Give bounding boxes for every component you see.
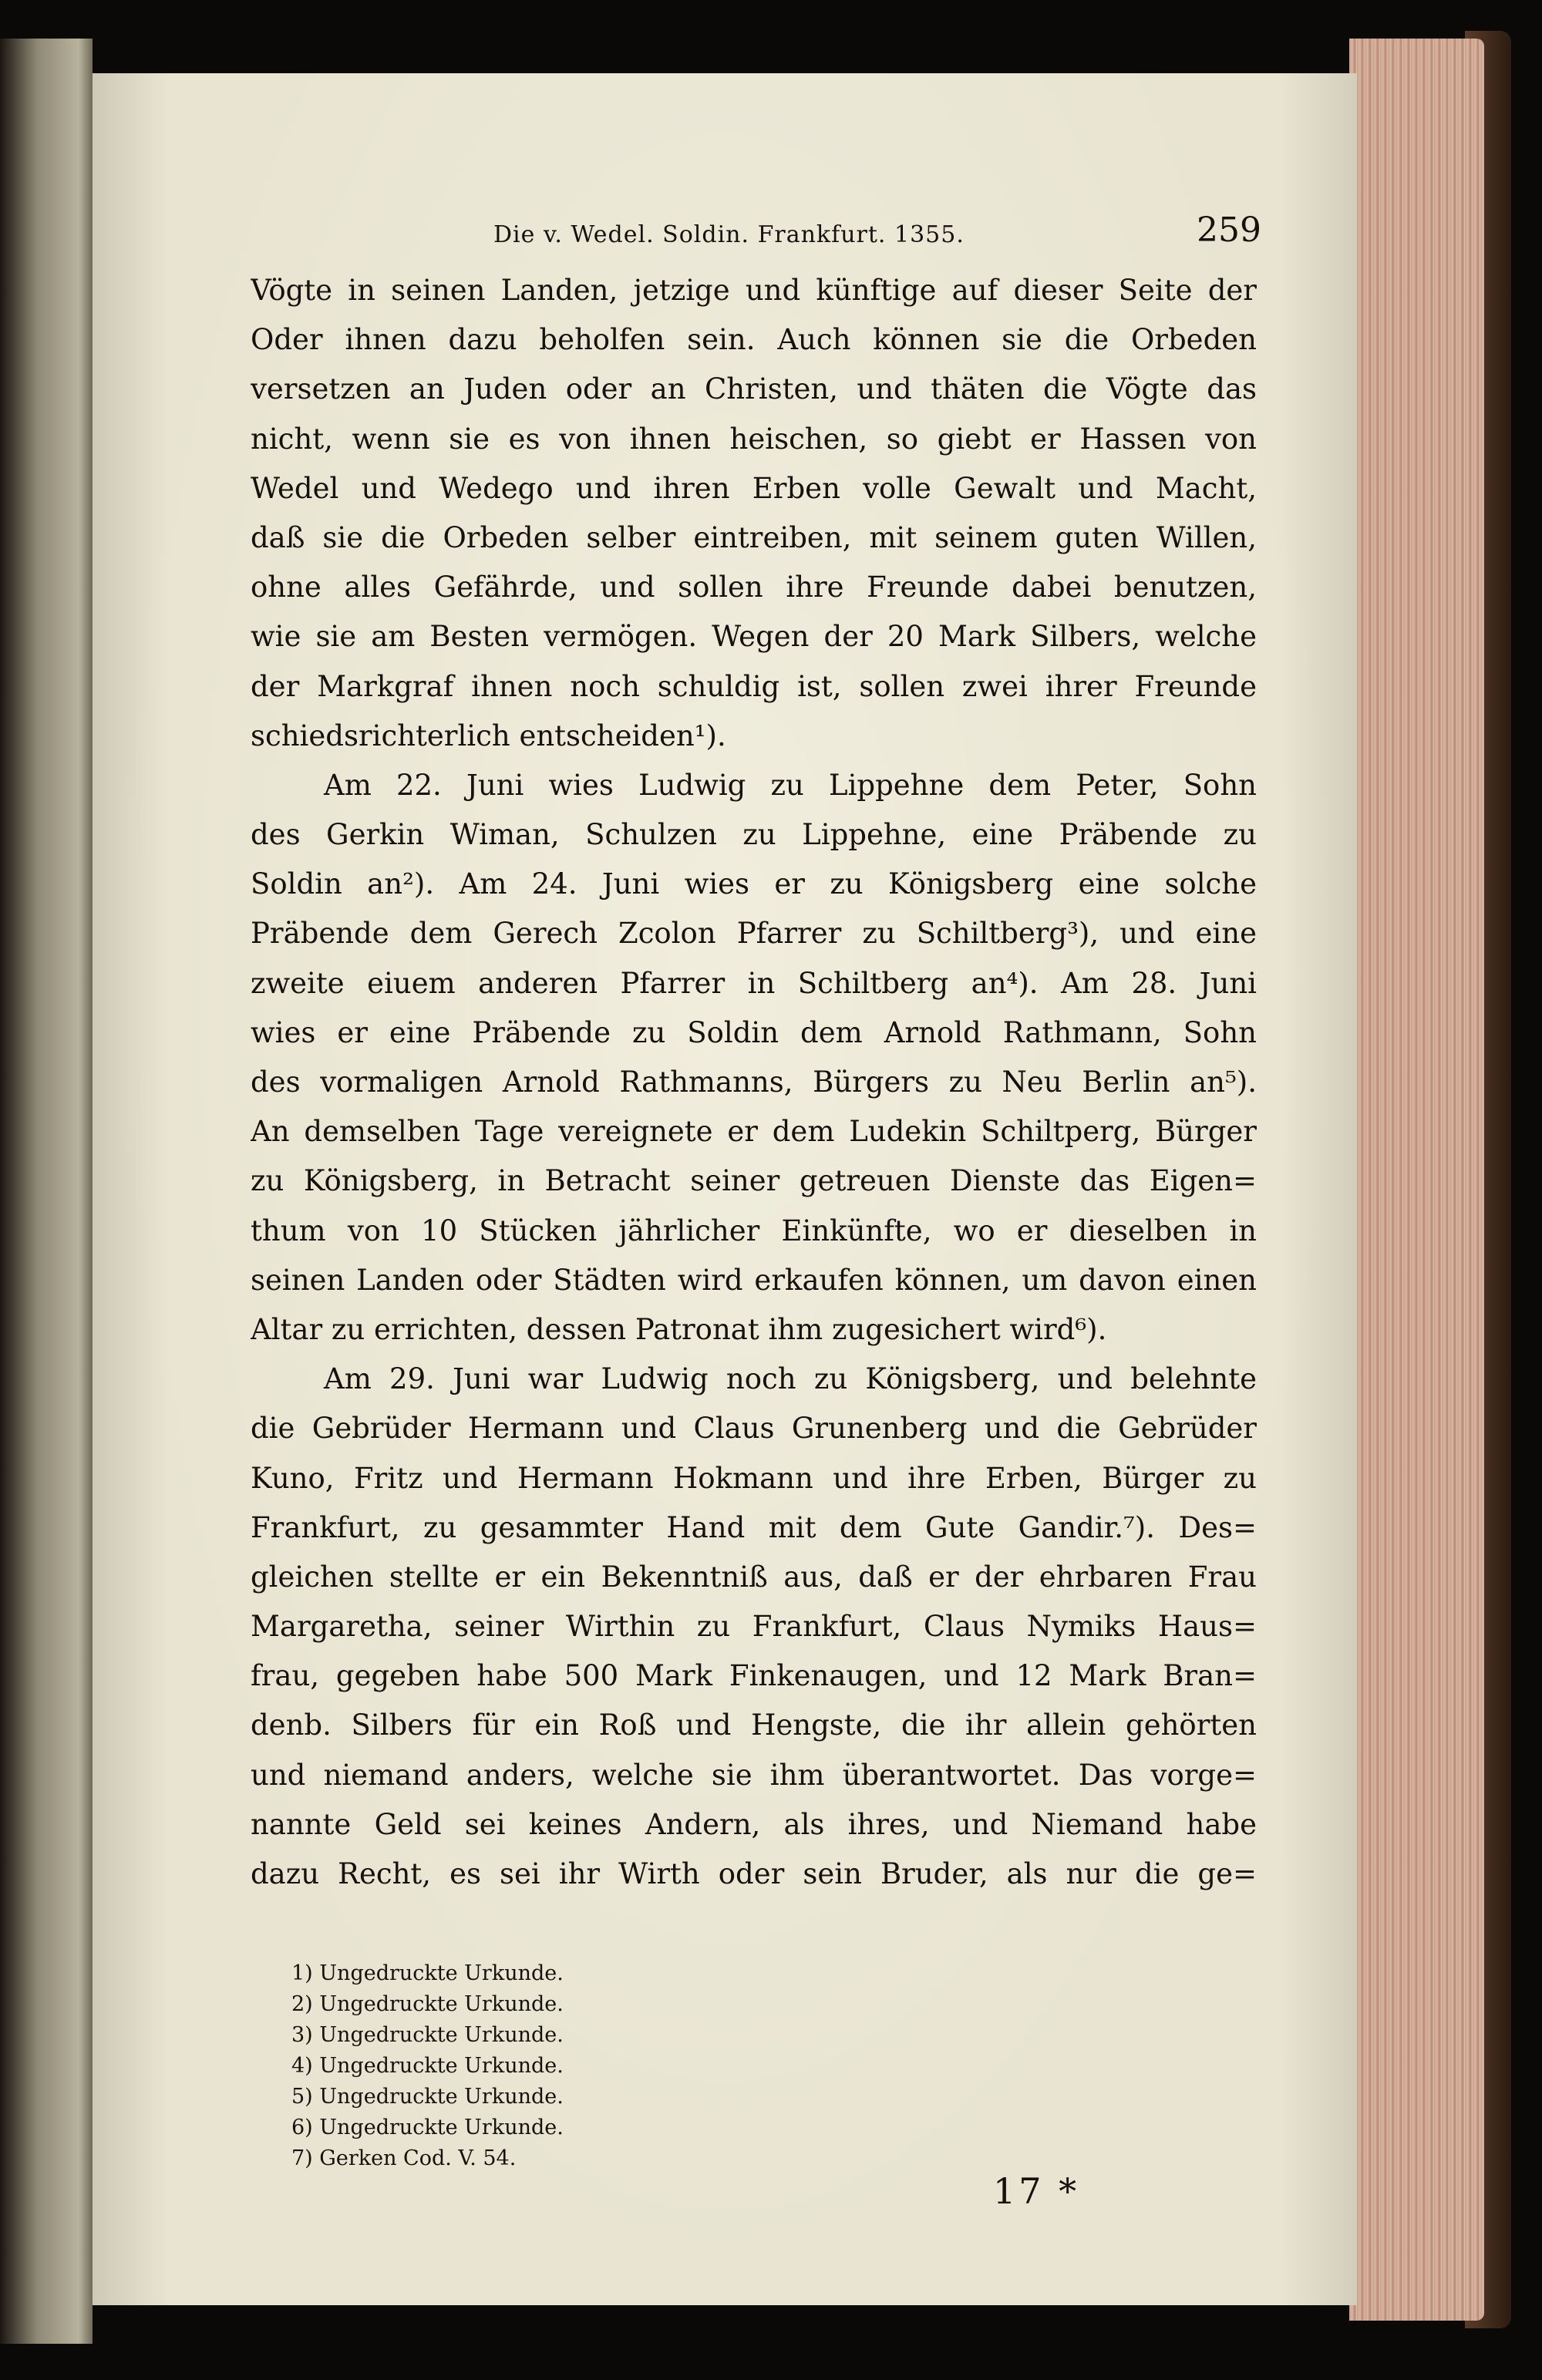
- text-line: ohne alles Gefährde, und sollen ihre Freunde dabei benutzen,: [251, 571, 1257, 604]
- text-line: An demselben Tage vereignete er dem Ludekin Schiltperg, Bürger: [251, 1115, 1257, 1149]
- text-line: Margaretha, seiner Wirthin zu Frankfurt, Claus Nymiks Haus=: [251, 1610, 1257, 1644]
- text-line: der Markgraf ihnen noch schuldig ist, sollen zwei ihrer Freunde: [251, 669, 1257, 703]
- text-line: daß sie die Orbeden selber eintreiben, mit seinem guten Willen,: [251, 520, 1257, 554]
- text-line: Wedel und Wedego und ihren Erben volle Gewalt und Macht,: [251, 471, 1257, 505]
- footnote: 4) Ungedruckte Urkunde.: [291, 2054, 564, 2078]
- text-line: schiedsrichterlich entscheiden¹).: [251, 719, 726, 752]
- text-line: des vormaligen Arnold Rathmanns, Bürgers zu Neu Berlin an⁵).: [251, 1065, 1257, 1099]
- text-line: denb. Silbers für ein Roß und Hengste, die ihr allein gehörten: [251, 1708, 1257, 1742]
- page-block-edge: [1349, 39, 1484, 2321]
- book-page: [93, 73, 1357, 2305]
- footnote: 6) Ungedruckte Urkunde.: [291, 2116, 564, 2139]
- body-text: [251, 266, 1257, 1899]
- text-line: Oder ihnen dazu beholfen sein. Auch können sie die Orbeden: [251, 323, 1257, 357]
- text-line: Kuno, Fritz und Hermann Hokmann und ihre Erben, Bürger zu: [251, 1461, 1257, 1495]
- running-head: Die v. Wedel. Soldin. Frankfurt. 1355.: [493, 221, 965, 248]
- page-number: 259: [1197, 210, 1261, 250]
- text-line: frau, gegeben habe 500 Mark Finkenaugen, und 12 Mark Bran=: [251, 1659, 1257, 1693]
- text-line: nannte Geld sei keines Andern, als ihres, und Niemand habe: [251, 1807, 1257, 1841]
- text-line: Frankfurt, zu gesammter Hand mit dem Gute Gandir.⁷). Des=: [251, 1510, 1257, 1544]
- text-line: gleichen stellte er ein Bekenntniß aus, daß er der ehrbaren Frau: [251, 1560, 1257, 1594]
- printer-signature-mark: 17 *: [993, 2170, 1080, 2212]
- text-line: wies er eine Präbende zu Soldin dem Arnold Rathmann, Sohn: [251, 1015, 1257, 1049]
- text-line: Soldin an²). Am 24. Juni wies er zu Königsberg eine solche: [251, 867, 1257, 901]
- text-line: des Gerkin Wiman, Schulzen zu Lippehne, eine Präbende zu: [251, 818, 1257, 852]
- text-line: versetzen an Juden oder an Christen, und thäten die Vögte das: [251, 372, 1257, 406]
- footnote: 3) Ungedruckte Urkunde.: [291, 2023, 564, 2047]
- text-line: Am 29. Juni war Ludwig noch zu Königsberg, und belehnte: [324, 1362, 1257, 1396]
- footnote: 7) Gerken Cod. V. 54.: [291, 2146, 517, 2170]
- text-line: zu Königsberg, in Betracht seiner getreuen Dienste das Eigen=: [251, 1164, 1257, 1198]
- text-line: dazu Recht, es sei ihr Wirth oder sein Bruder, als nur die ge=: [251, 1857, 1257, 1890]
- footnotes: [291, 1958, 754, 2174]
- text-line: Präbende dem Gerech Zcolon Pfarrer zu Schiltberg³), und eine: [251, 917, 1257, 951]
- left-page-edge: [0, 39, 93, 2344]
- text-line: Am 22. Juni wies Ludwig zu Lippehne dem Peter, Sohn: [324, 768, 1257, 802]
- text-line: die Gebrüder Hermann und Claus Grunenberg und die Gebrüder: [251, 1412, 1257, 1446]
- text-line: Vögte in seinen Landen, jetzige und künftige auf dieser Seite der: [251, 274, 1257, 307]
- footnote: 1) Ungedruckte Urkunde.: [291, 1961, 564, 1985]
- text-line: wie sie am Besten vermögen. Wegen der 20 Mark Silbers, welche: [251, 620, 1257, 654]
- text-line: nicht, wenn sie es von ihnen heischen, so giebt er Hassen von: [251, 422, 1257, 456]
- footnote: 5) Ungedruckte Urkunde.: [291, 2085, 564, 2109]
- footnote: 2) Ungedruckte Urkunde.: [291, 1992, 564, 2016]
- text-line: seinen Landen oder Städten wird erkaufen können, um davon einen: [251, 1263, 1257, 1297]
- text-line: und niemand anders, welche sie ihm überantwortet. Das vorge=: [251, 1758, 1257, 1792]
- text-line: Altar zu errichten, dessen Patronat ihm zugesichert wird⁶).: [251, 1312, 1107, 1346]
- text-line: thum von 10 Stücken jährlicher Einkünfte, wo er dieselben in: [251, 1214, 1257, 1247]
- text-line: zweite eiuem anderen Pfarrer in Schiltberg an⁴). Am 28. Juni: [251, 966, 1257, 1000]
